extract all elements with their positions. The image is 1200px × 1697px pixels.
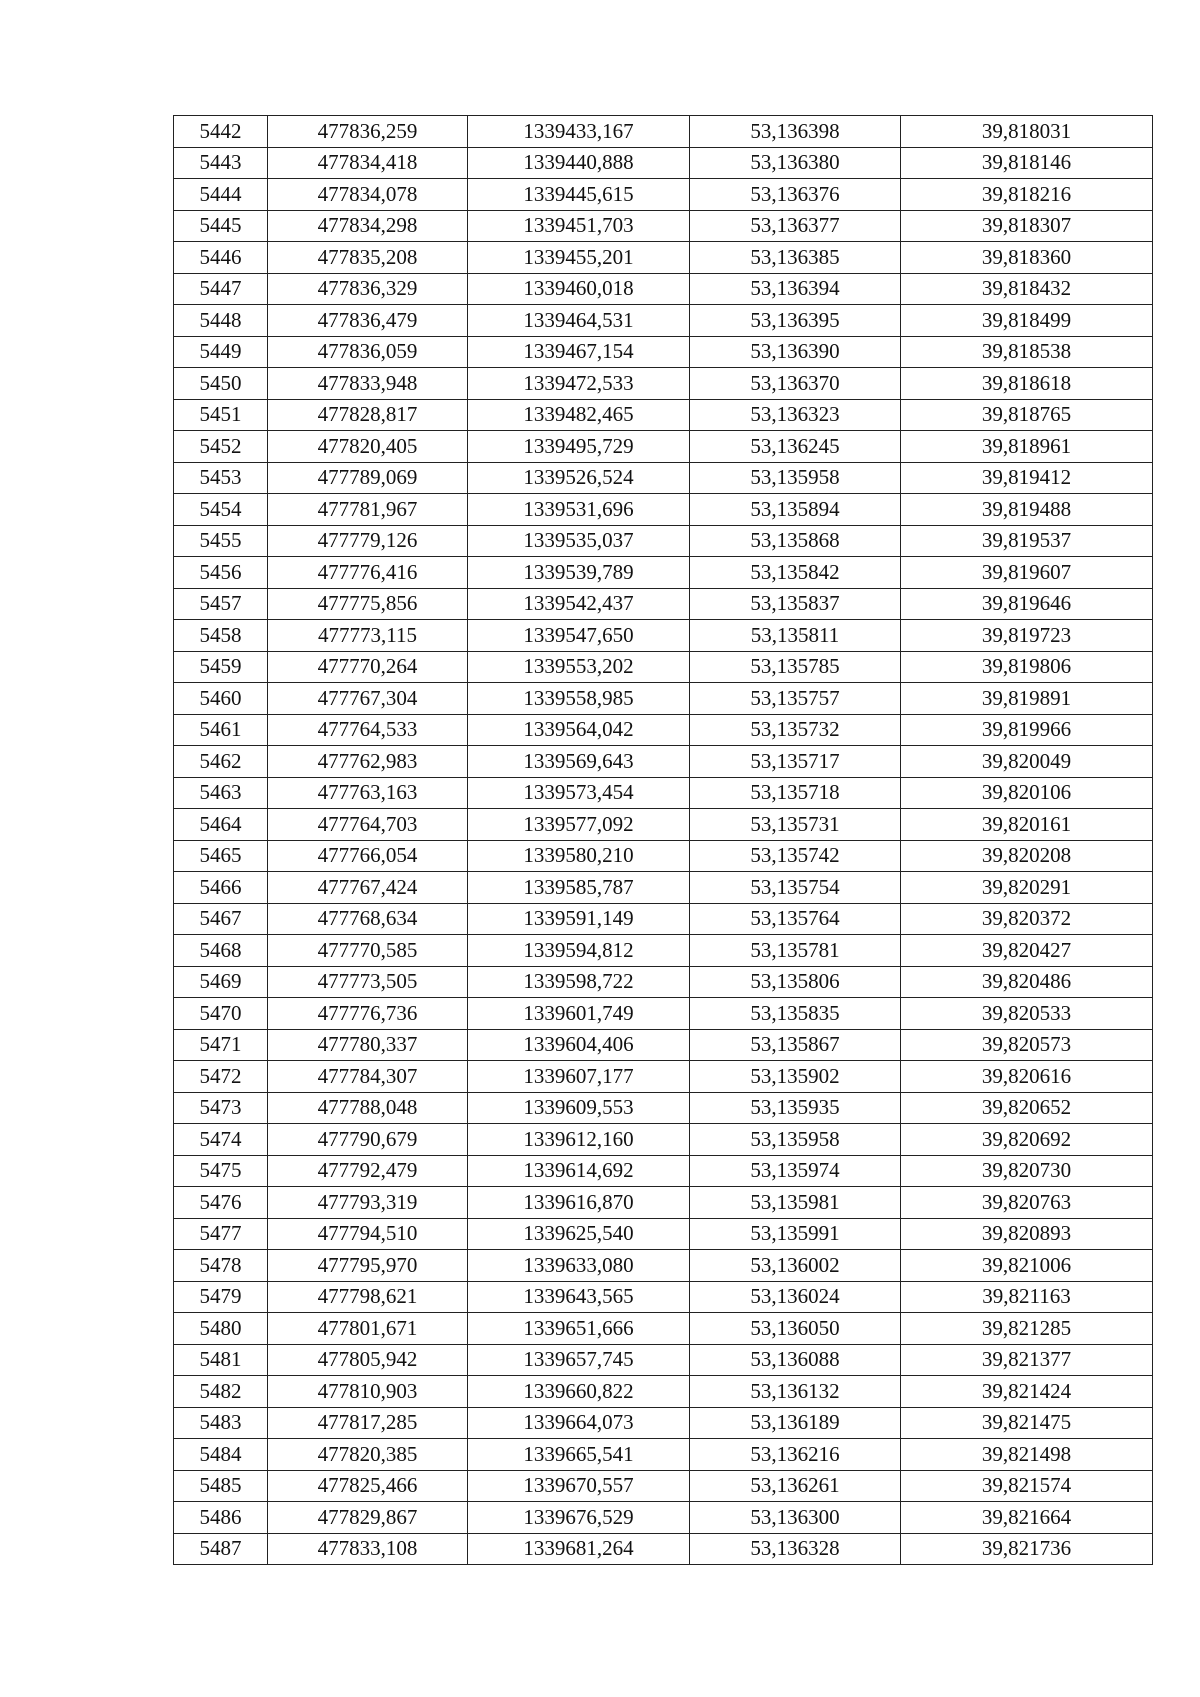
latitude-cell: 53,135718 xyxy=(690,777,901,809)
y-coordinate-cell: 1339665,541 xyxy=(468,1439,690,1471)
point-number-cell: 5466 xyxy=(174,872,268,904)
x-coordinate-cell: 477766,054 xyxy=(268,840,468,872)
longitude-cell: 39,821475 xyxy=(901,1407,1153,1439)
table-row xyxy=(174,1439,1153,1471)
y-coordinate-cell: 1339558,985 xyxy=(468,683,690,715)
x-coordinate-cell: 477788,048 xyxy=(268,1092,468,1124)
x-coordinate-cell: 477773,505 xyxy=(268,966,468,998)
table-row xyxy=(174,1376,1153,1408)
longitude-cell: 39,820730 xyxy=(901,1155,1153,1187)
y-coordinate-cell: 1339676,529 xyxy=(468,1502,690,1534)
x-coordinate-cell: 477829,867 xyxy=(268,1502,468,1534)
latitude-cell: 53,136216 xyxy=(690,1439,901,1471)
latitude-cell: 53,136390 xyxy=(690,336,901,368)
y-coordinate-cell: 1339612,160 xyxy=(468,1124,690,1156)
longitude-cell: 39,818765 xyxy=(901,399,1153,431)
y-coordinate-cell: 1339464,531 xyxy=(468,305,690,337)
table-row xyxy=(174,1344,1153,1376)
table-row xyxy=(174,809,1153,841)
table-row xyxy=(174,651,1153,683)
point-number-cell: 5480 xyxy=(174,1313,268,1345)
longitude-cell: 39,819806 xyxy=(901,651,1153,683)
table-row xyxy=(174,210,1153,242)
latitude-cell: 53,136394 xyxy=(690,273,901,305)
point-number-cell: 5446 xyxy=(174,242,268,274)
table-row xyxy=(174,1187,1153,1219)
table-row xyxy=(174,620,1153,652)
table-row xyxy=(174,683,1153,715)
latitude-cell: 53,136323 xyxy=(690,399,901,431)
longitude-cell: 39,821424 xyxy=(901,1376,1153,1408)
latitude-cell: 53,135731 xyxy=(690,809,901,841)
latitude-cell: 53,136395 xyxy=(690,305,901,337)
longitude-cell: 39,819891 xyxy=(901,683,1153,715)
x-coordinate-cell: 477763,163 xyxy=(268,777,468,809)
longitude-cell: 39,821163 xyxy=(901,1281,1153,1313)
x-coordinate-cell: 477775,856 xyxy=(268,588,468,620)
y-coordinate-cell: 1339451,703 xyxy=(468,210,690,242)
x-coordinate-cell: 477779,126 xyxy=(268,525,468,557)
longitude-cell: 39,820893 xyxy=(901,1218,1153,1250)
x-coordinate-cell: 477835,208 xyxy=(268,242,468,274)
point-number-cell: 5457 xyxy=(174,588,268,620)
point-number-cell: 5448 xyxy=(174,305,268,337)
latitude-cell: 53,135842 xyxy=(690,557,901,589)
latitude-cell: 53,136385 xyxy=(690,242,901,274)
longitude-cell: 39,818432 xyxy=(901,273,1153,305)
latitude-cell: 53,135806 xyxy=(690,966,901,998)
x-coordinate-cell: 477810,903 xyxy=(268,1376,468,1408)
longitude-cell: 39,820372 xyxy=(901,903,1153,935)
x-coordinate-cell: 477789,069 xyxy=(268,462,468,494)
longitude-cell: 39,819723 xyxy=(901,620,1153,652)
table-row xyxy=(174,273,1153,305)
point-number-cell: 5459 xyxy=(174,651,268,683)
latitude-cell: 53,135781 xyxy=(690,935,901,967)
x-coordinate-cell: 477780,337 xyxy=(268,1029,468,1061)
point-number-cell: 5464 xyxy=(174,809,268,841)
x-coordinate-cell: 477790,679 xyxy=(268,1124,468,1156)
y-coordinate-cell: 1339495,729 xyxy=(468,431,690,463)
y-coordinate-cell: 1339607,177 xyxy=(468,1061,690,1093)
x-coordinate-cell: 477773,115 xyxy=(268,620,468,652)
x-coordinate-cell: 477817,285 xyxy=(268,1407,468,1439)
coordinates-table xyxy=(173,115,1153,1565)
table-row xyxy=(174,525,1153,557)
latitude-cell: 53,136376 xyxy=(690,179,901,211)
x-coordinate-cell: 477836,479 xyxy=(268,305,468,337)
point-number-cell: 5447 xyxy=(174,273,268,305)
table-row xyxy=(174,368,1153,400)
table-row xyxy=(174,1281,1153,1313)
longitude-cell: 39,820692 xyxy=(901,1124,1153,1156)
y-coordinate-cell: 1339616,870 xyxy=(468,1187,690,1219)
x-coordinate-cell: 477764,533 xyxy=(268,714,468,746)
table-row xyxy=(174,1407,1153,1439)
y-coordinate-cell: 1339467,154 xyxy=(468,336,690,368)
x-coordinate-cell: 477776,736 xyxy=(268,998,468,1030)
table-row xyxy=(174,147,1153,179)
y-coordinate-cell: 1339664,073 xyxy=(468,1407,690,1439)
y-coordinate-cell: 1339580,210 xyxy=(468,840,690,872)
table-row xyxy=(174,1502,1153,1534)
longitude-cell: 39,820106 xyxy=(901,777,1153,809)
latitude-cell: 53,136088 xyxy=(690,1344,901,1376)
latitude-cell: 53,135991 xyxy=(690,1218,901,1250)
x-coordinate-cell: 477833,948 xyxy=(268,368,468,400)
y-coordinate-cell: 1339539,789 xyxy=(468,557,690,589)
longitude-cell: 39,820763 xyxy=(901,1187,1153,1219)
x-coordinate-cell: 477781,967 xyxy=(268,494,468,526)
x-coordinate-cell: 477776,416 xyxy=(268,557,468,589)
point-number-cell: 5450 xyxy=(174,368,268,400)
y-coordinate-cell: 1339614,692 xyxy=(468,1155,690,1187)
latitude-cell: 53,135717 xyxy=(690,746,901,778)
longitude-cell: 39,820208 xyxy=(901,840,1153,872)
point-number-cell: 5456 xyxy=(174,557,268,589)
longitude-cell: 39,821377 xyxy=(901,1344,1153,1376)
x-coordinate-cell: 477834,298 xyxy=(268,210,468,242)
y-coordinate-cell: 1339460,018 xyxy=(468,273,690,305)
y-coordinate-cell: 1339633,080 xyxy=(468,1250,690,1282)
point-number-cell: 5458 xyxy=(174,620,268,652)
point-number-cell: 5474 xyxy=(174,1124,268,1156)
longitude-cell: 39,820049 xyxy=(901,746,1153,778)
point-number-cell: 5461 xyxy=(174,714,268,746)
longitude-cell: 39,820616 xyxy=(901,1061,1153,1093)
y-coordinate-cell: 1339601,749 xyxy=(468,998,690,1030)
point-number-cell: 5451 xyxy=(174,399,268,431)
point-number-cell: 5469 xyxy=(174,966,268,998)
longitude-cell: 39,819537 xyxy=(901,525,1153,557)
x-coordinate-cell: 477793,319 xyxy=(268,1187,468,1219)
latitude-cell: 53,135867 xyxy=(690,1029,901,1061)
longitude-cell: 39,818307 xyxy=(901,210,1153,242)
y-coordinate-cell: 1339445,615 xyxy=(468,179,690,211)
point-number-cell: 5443 xyxy=(174,147,268,179)
longitude-cell: 39,820161 xyxy=(901,809,1153,841)
longitude-cell: 39,818538 xyxy=(901,336,1153,368)
longitude-cell: 39,818146 xyxy=(901,147,1153,179)
point-number-cell: 5453 xyxy=(174,462,268,494)
x-coordinate-cell: 477770,264 xyxy=(268,651,468,683)
table-row xyxy=(174,494,1153,526)
point-number-cell: 5485 xyxy=(174,1470,268,1502)
x-coordinate-cell: 477798,621 xyxy=(268,1281,468,1313)
latitude-cell: 53,136261 xyxy=(690,1470,901,1502)
y-coordinate-cell: 1339535,037 xyxy=(468,525,690,557)
latitude-cell: 53,135868 xyxy=(690,525,901,557)
latitude-cell: 53,135894 xyxy=(690,494,901,526)
y-coordinate-cell: 1339553,202 xyxy=(468,651,690,683)
point-number-cell: 5463 xyxy=(174,777,268,809)
x-coordinate-cell: 477801,671 xyxy=(268,1313,468,1345)
table-row xyxy=(174,116,1153,148)
y-coordinate-cell: 1339651,666 xyxy=(468,1313,690,1345)
x-coordinate-cell: 477767,424 xyxy=(268,872,468,904)
latitude-cell: 53,136189 xyxy=(690,1407,901,1439)
table-row xyxy=(174,179,1153,211)
point-number-cell: 5460 xyxy=(174,683,268,715)
y-coordinate-cell: 1339604,406 xyxy=(468,1029,690,1061)
y-coordinate-cell: 1339643,565 xyxy=(468,1281,690,1313)
table-row xyxy=(174,242,1153,274)
y-coordinate-cell: 1339531,696 xyxy=(468,494,690,526)
y-coordinate-cell: 1339573,454 xyxy=(468,777,690,809)
longitude-cell: 39,820486 xyxy=(901,966,1153,998)
table-row xyxy=(174,1313,1153,1345)
point-number-cell: 5467 xyxy=(174,903,268,935)
table-row xyxy=(174,399,1153,431)
x-coordinate-cell: 477820,385 xyxy=(268,1439,468,1471)
coordinates-table-body xyxy=(174,116,1153,1565)
x-coordinate-cell: 477836,329 xyxy=(268,273,468,305)
table-row xyxy=(174,777,1153,809)
point-number-cell: 5479 xyxy=(174,1281,268,1313)
table-row xyxy=(174,998,1153,1030)
y-coordinate-cell: 1339526,524 xyxy=(468,462,690,494)
table-row xyxy=(174,714,1153,746)
point-number-cell: 5483 xyxy=(174,1407,268,1439)
x-coordinate-cell: 477795,970 xyxy=(268,1250,468,1282)
point-number-cell: 5471 xyxy=(174,1029,268,1061)
table-row xyxy=(174,746,1153,778)
y-coordinate-cell: 1339542,437 xyxy=(468,588,690,620)
table-row xyxy=(174,588,1153,620)
y-coordinate-cell: 1339681,264 xyxy=(468,1533,690,1565)
point-number-cell: 5481 xyxy=(174,1344,268,1376)
y-coordinate-cell: 1339433,167 xyxy=(468,116,690,148)
x-coordinate-cell: 477768,634 xyxy=(268,903,468,935)
longitude-cell: 39,818618 xyxy=(901,368,1153,400)
x-coordinate-cell: 477784,307 xyxy=(268,1061,468,1093)
point-number-cell: 5465 xyxy=(174,840,268,872)
longitude-cell: 39,818961 xyxy=(901,431,1153,463)
x-coordinate-cell: 477770,585 xyxy=(268,935,468,967)
x-coordinate-cell: 477767,304 xyxy=(268,683,468,715)
x-coordinate-cell: 477820,405 xyxy=(268,431,468,463)
point-number-cell: 5475 xyxy=(174,1155,268,1187)
table-row xyxy=(174,966,1153,998)
longitude-cell: 39,820291 xyxy=(901,872,1153,904)
point-number-cell: 5452 xyxy=(174,431,268,463)
y-coordinate-cell: 1339657,745 xyxy=(468,1344,690,1376)
y-coordinate-cell: 1339660,822 xyxy=(468,1376,690,1408)
latitude-cell: 53,135835 xyxy=(690,998,901,1030)
table-row xyxy=(174,1124,1153,1156)
point-number-cell: 5462 xyxy=(174,746,268,778)
point-number-cell: 5454 xyxy=(174,494,268,526)
table-row xyxy=(174,840,1153,872)
latitude-cell: 53,135902 xyxy=(690,1061,901,1093)
y-coordinate-cell: 1339472,533 xyxy=(468,368,690,400)
latitude-cell: 53,135811 xyxy=(690,620,901,652)
point-number-cell: 5455 xyxy=(174,525,268,557)
y-coordinate-cell: 1339625,540 xyxy=(468,1218,690,1250)
longitude-cell: 39,818499 xyxy=(901,305,1153,337)
latitude-cell: 53,135742 xyxy=(690,840,901,872)
latitude-cell: 53,135958 xyxy=(690,1124,901,1156)
table-row xyxy=(174,935,1153,967)
latitude-cell: 53,135785 xyxy=(690,651,901,683)
table-row xyxy=(174,1029,1153,1061)
x-coordinate-cell: 477836,059 xyxy=(268,336,468,368)
x-coordinate-cell: 477792,479 xyxy=(268,1155,468,1187)
table-row xyxy=(174,1218,1153,1250)
latitude-cell: 53,135981 xyxy=(690,1187,901,1219)
longitude-cell: 39,818031 xyxy=(901,116,1153,148)
point-number-cell: 5445 xyxy=(174,210,268,242)
longitude-cell: 39,820573 xyxy=(901,1029,1153,1061)
point-number-cell: 5478 xyxy=(174,1250,268,1282)
x-coordinate-cell: 477825,466 xyxy=(268,1470,468,1502)
x-coordinate-cell: 477828,817 xyxy=(268,399,468,431)
longitude-cell: 39,819488 xyxy=(901,494,1153,526)
y-coordinate-cell: 1339591,149 xyxy=(468,903,690,935)
latitude-cell: 53,135935 xyxy=(690,1092,901,1124)
latitude-cell: 53,135764 xyxy=(690,903,901,935)
latitude-cell: 53,136377 xyxy=(690,210,901,242)
point-number-cell: 5477 xyxy=(174,1218,268,1250)
x-coordinate-cell: 477833,108 xyxy=(268,1533,468,1565)
x-coordinate-cell: 477794,510 xyxy=(268,1218,468,1250)
table-row xyxy=(174,431,1153,463)
table-row xyxy=(174,1470,1153,1502)
longitude-cell: 39,820533 xyxy=(901,998,1153,1030)
longitude-cell: 39,819607 xyxy=(901,557,1153,589)
latitude-cell: 53,135958 xyxy=(690,462,901,494)
y-coordinate-cell: 1339440,888 xyxy=(468,147,690,179)
point-number-cell: 5444 xyxy=(174,179,268,211)
x-coordinate-cell: 477834,418 xyxy=(268,147,468,179)
latitude-cell: 53,136132 xyxy=(690,1376,901,1408)
x-coordinate-cell: 477764,703 xyxy=(268,809,468,841)
point-number-cell: 5449 xyxy=(174,336,268,368)
point-number-cell: 5484 xyxy=(174,1439,268,1471)
y-coordinate-cell: 1339609,553 xyxy=(468,1092,690,1124)
latitude-cell: 53,136328 xyxy=(690,1533,901,1565)
table-row xyxy=(174,336,1153,368)
point-number-cell: 5468 xyxy=(174,935,268,967)
y-coordinate-cell: 1339564,042 xyxy=(468,714,690,746)
table-row xyxy=(174,462,1153,494)
y-coordinate-cell: 1339569,643 xyxy=(468,746,690,778)
point-number-cell: 5442 xyxy=(174,116,268,148)
latitude-cell: 53,136002 xyxy=(690,1250,901,1282)
latitude-cell: 53,135754 xyxy=(690,872,901,904)
table-row xyxy=(174,305,1153,337)
x-coordinate-cell: 477834,078 xyxy=(268,179,468,211)
y-coordinate-cell: 1339547,650 xyxy=(468,620,690,652)
latitude-cell: 53,136380 xyxy=(690,147,901,179)
longitude-cell: 39,819966 xyxy=(901,714,1153,746)
y-coordinate-cell: 1339482,465 xyxy=(468,399,690,431)
latitude-cell: 53,135837 xyxy=(690,588,901,620)
longitude-cell: 39,821736 xyxy=(901,1533,1153,1565)
longitude-cell: 39,820652 xyxy=(901,1092,1153,1124)
table-row xyxy=(174,1092,1153,1124)
y-coordinate-cell: 1339455,201 xyxy=(468,242,690,274)
point-number-cell: 5470 xyxy=(174,998,268,1030)
y-coordinate-cell: 1339670,557 xyxy=(468,1470,690,1502)
y-coordinate-cell: 1339598,722 xyxy=(468,966,690,998)
table-row xyxy=(174,1061,1153,1093)
latitude-cell: 53,135757 xyxy=(690,683,901,715)
point-number-cell: 5476 xyxy=(174,1187,268,1219)
table-row xyxy=(174,1250,1153,1282)
latitude-cell: 53,136398 xyxy=(690,116,901,148)
table-row xyxy=(174,1155,1153,1187)
point-number-cell: 5472 xyxy=(174,1061,268,1093)
latitude-cell: 53,135974 xyxy=(690,1155,901,1187)
latitude-cell: 53,136245 xyxy=(690,431,901,463)
latitude-cell: 53,135732 xyxy=(690,714,901,746)
y-coordinate-cell: 1339594,812 xyxy=(468,935,690,967)
longitude-cell: 39,821498 xyxy=(901,1439,1153,1471)
longitude-cell: 39,819646 xyxy=(901,588,1153,620)
longitude-cell: 39,818360 xyxy=(901,242,1153,274)
y-coordinate-cell: 1339585,787 xyxy=(468,872,690,904)
point-number-cell: 5482 xyxy=(174,1376,268,1408)
longitude-cell: 39,820427 xyxy=(901,935,1153,967)
latitude-cell: 53,136024 xyxy=(690,1281,901,1313)
latitude-cell: 53,136300 xyxy=(690,1502,901,1534)
x-coordinate-cell: 477805,942 xyxy=(268,1344,468,1376)
point-number-cell: 5486 xyxy=(174,1502,268,1534)
longitude-cell: 39,819412 xyxy=(901,462,1153,494)
longitude-cell: 39,821664 xyxy=(901,1502,1153,1534)
x-coordinate-cell: 477836,259 xyxy=(268,116,468,148)
table-row xyxy=(174,1533,1153,1565)
table-row xyxy=(174,903,1153,935)
point-number-cell: 5487 xyxy=(174,1533,268,1565)
y-coordinate-cell: 1339577,092 xyxy=(468,809,690,841)
longitude-cell: 39,821006 xyxy=(901,1250,1153,1282)
longitude-cell: 39,821574 xyxy=(901,1470,1153,1502)
table-row xyxy=(174,557,1153,589)
x-coordinate-cell: 477762,983 xyxy=(268,746,468,778)
point-number-cell: 5473 xyxy=(174,1092,268,1124)
table-row xyxy=(174,872,1153,904)
longitude-cell: 39,821285 xyxy=(901,1313,1153,1345)
latitude-cell: 53,136370 xyxy=(690,368,901,400)
longitude-cell: 39,818216 xyxy=(901,179,1153,211)
latitude-cell: 53,136050 xyxy=(690,1313,901,1345)
